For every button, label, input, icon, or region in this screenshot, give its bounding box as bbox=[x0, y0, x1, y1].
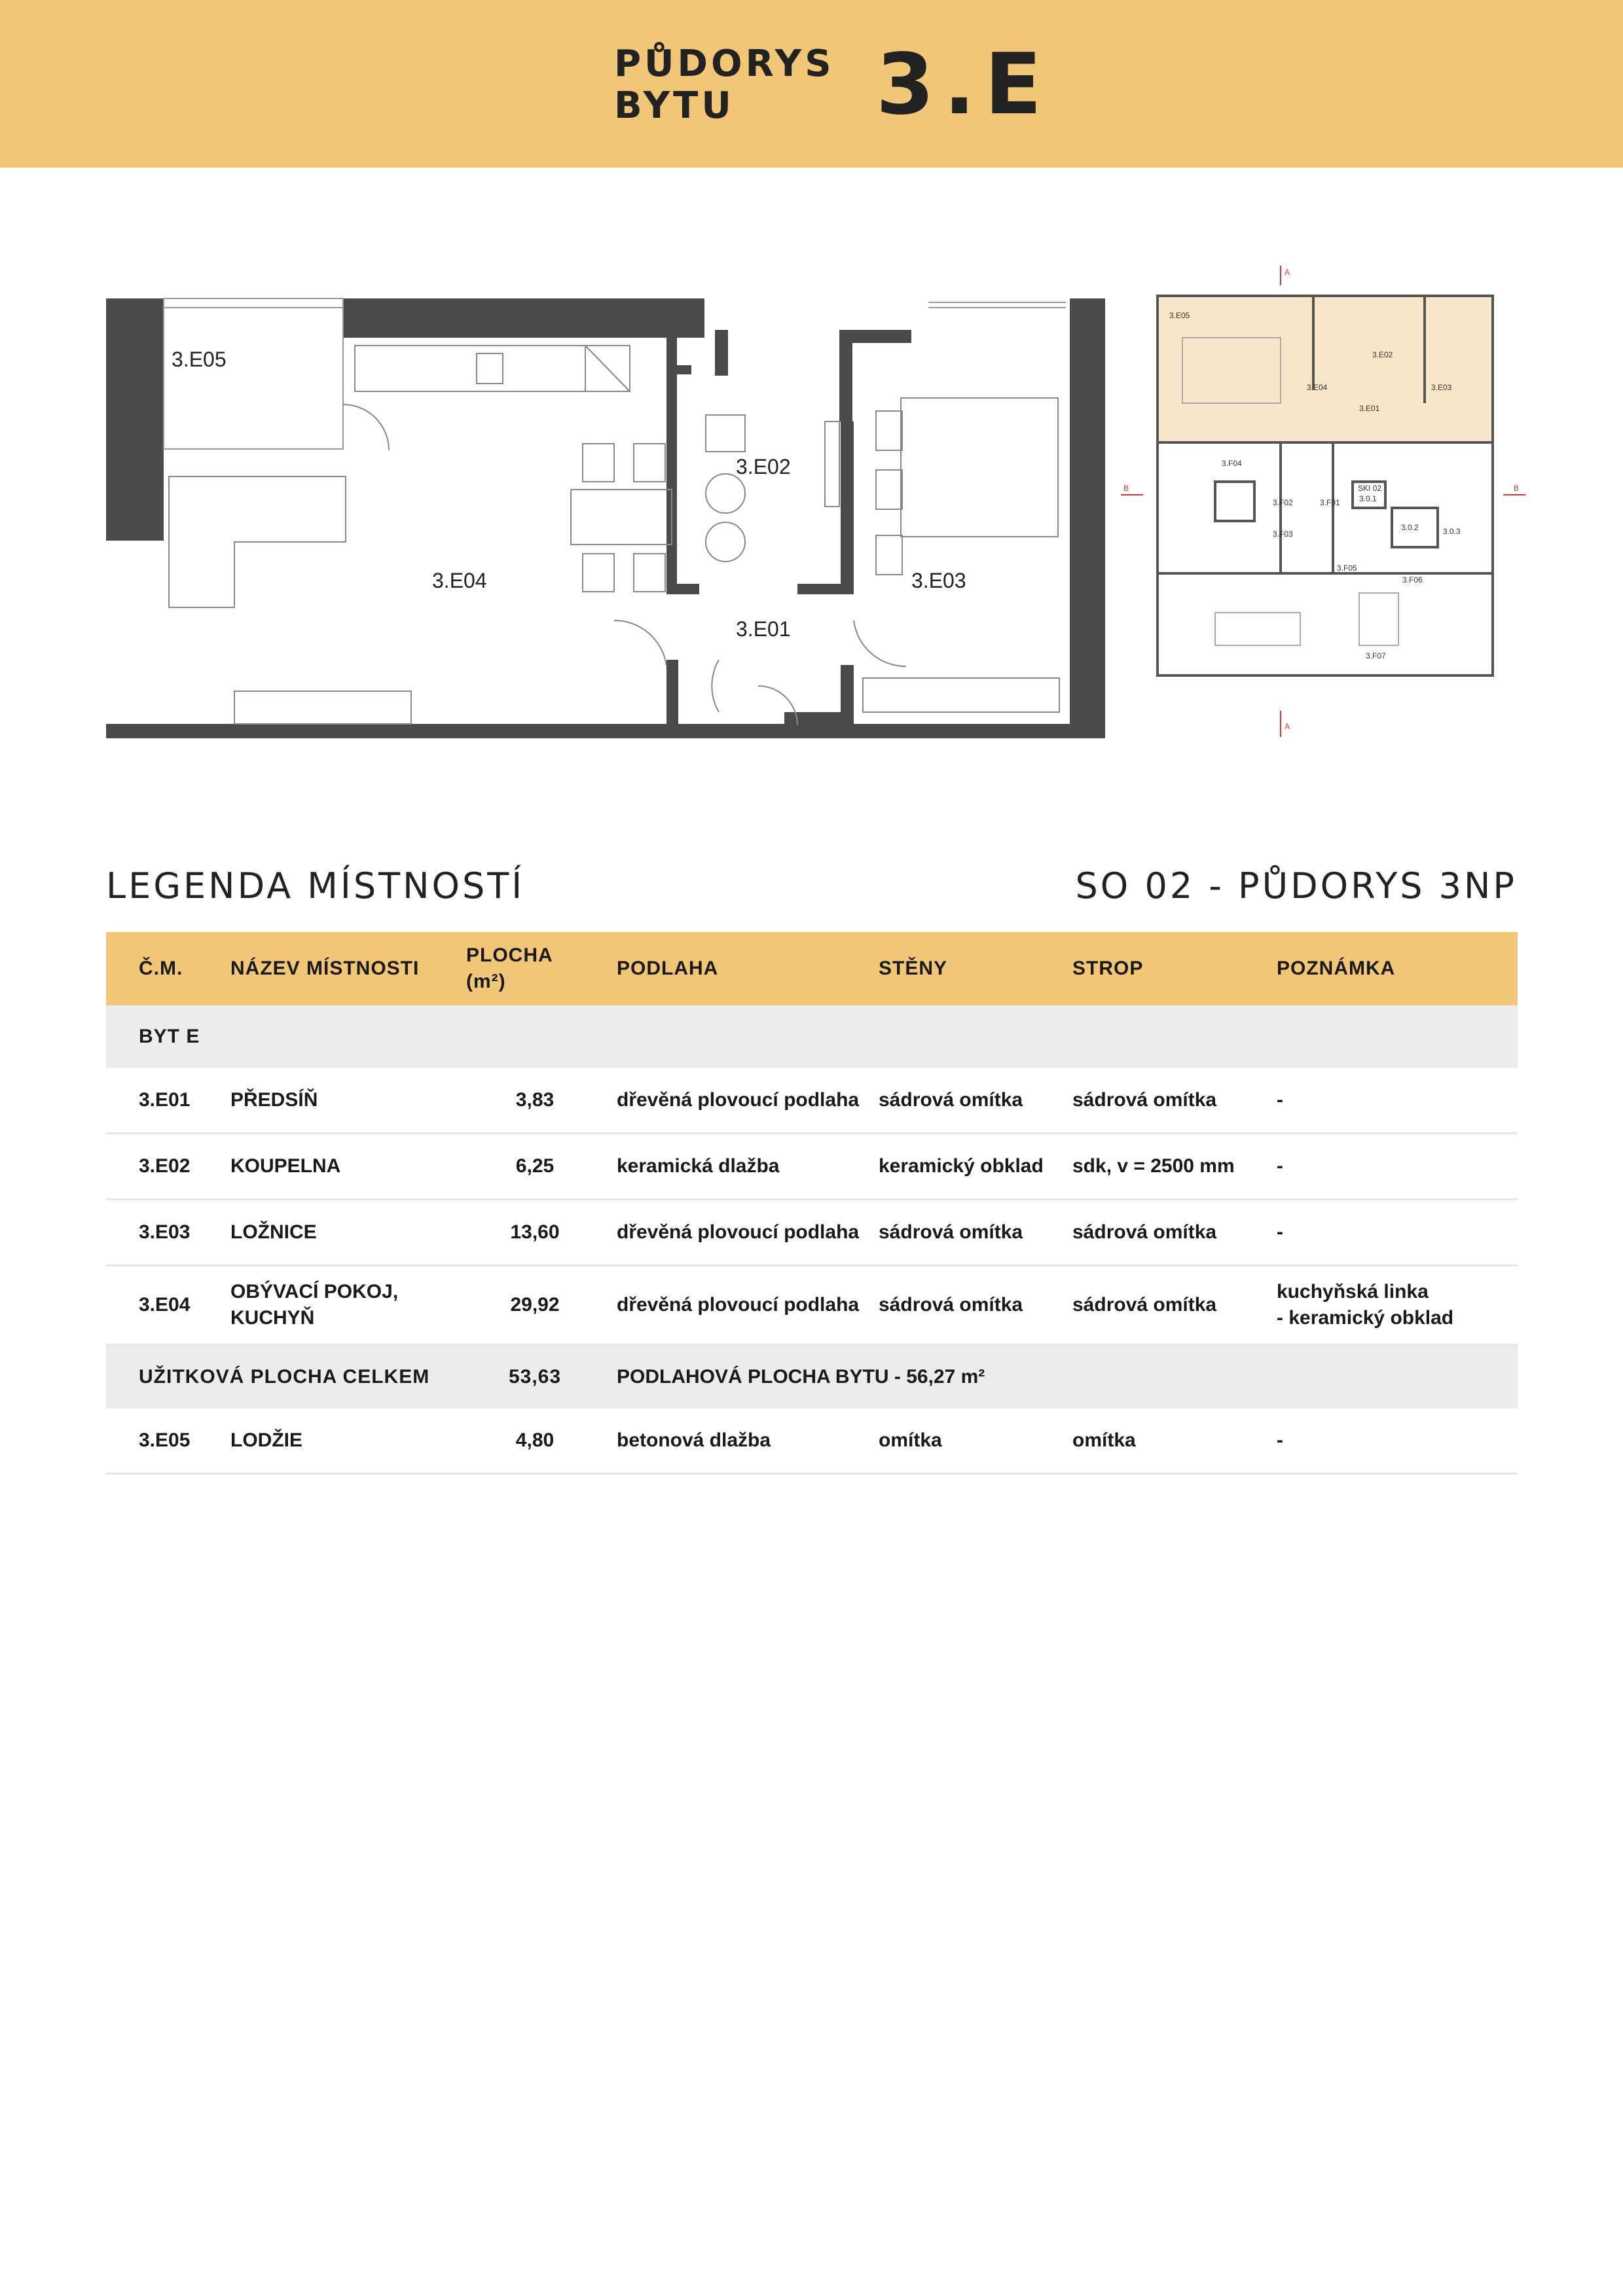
row-walls: omítka bbox=[879, 1408, 1072, 1474]
header-walls: STĚNY bbox=[879, 932, 1072, 1005]
header-floor: PODLAHA bbox=[604, 932, 879, 1005]
key-plan-section-a-top: A bbox=[1285, 268, 1290, 277]
key-plan-label-o1: 3.0.1 bbox=[1359, 494, 1377, 503]
row-note: - bbox=[1277, 1068, 1518, 1134]
row-area: 13,60 bbox=[466, 1200, 604, 1266]
row-name-line1: OBÝVACÍ POKOJ, bbox=[230, 1281, 399, 1302]
key-plan-section-b-left: B bbox=[1123, 484, 1129, 493]
table-row bbox=[106, 1266, 1518, 1345]
row-note: - bbox=[1277, 1134, 1518, 1200]
row-name: PŘEDSÍŇ bbox=[230, 1068, 466, 1134]
key-plan-label-o3: 3.0.3 bbox=[1443, 527, 1461, 536]
header-title-line2: BYTU bbox=[614, 84, 735, 127]
row-area: 3,83 bbox=[466, 1068, 604, 1134]
table-row bbox=[106, 1200, 1518, 1266]
row-cm: 3.E02 bbox=[106, 1134, 230, 1200]
row-floor: keramická dlažba bbox=[604, 1134, 879, 1200]
floor-title: SO 02 - PŮDORYS 3NP bbox=[1075, 865, 1517, 906]
total-area: 53,63 bbox=[466, 1345, 604, 1409]
key-plan-label-f06: 3.F06 bbox=[1402, 575, 1423, 584]
key-plan-label-e02: 3.E02 bbox=[1372, 350, 1393, 359]
row-cm: 3.E05 bbox=[106, 1408, 230, 1474]
header-title-line1: PŮDORYS bbox=[614, 43, 835, 85]
row-cm: 3.E01 bbox=[106, 1068, 230, 1134]
row-walls: keramický obklad bbox=[879, 1134, 1072, 1200]
key-plan-highlight bbox=[1158, 296, 1493, 442]
page-header bbox=[0, 0, 1623, 168]
row-ceiling: sdk, v = 2500 mm bbox=[1072, 1134, 1277, 1200]
row-floor: dřevěná plovoucí podlaha bbox=[604, 1068, 879, 1134]
plan-label-e02: 3.E02 bbox=[736, 455, 791, 478]
key-plan-label-f02: 3.F02 bbox=[1273, 498, 1293, 507]
plan-furniture bbox=[169, 346, 1059, 725]
key-plan-label-e03: 3.E03 bbox=[1431, 383, 1452, 392]
row-name: LOŽNICE bbox=[230, 1200, 466, 1266]
table-row bbox=[106, 1068, 1518, 1134]
plan-label-e03: 3.E03 bbox=[911, 569, 966, 592]
plan-walls bbox=[106, 298, 1105, 738]
row-name-line2: KUCHYŇ bbox=[230, 1307, 315, 1329]
row-name: KOUPELNA bbox=[230, 1134, 466, 1200]
total-note: PODLAHOVÁ PLOCHA BYTU - 56,27 m² bbox=[604, 1345, 1518, 1409]
key-plan-label-f01: 3.F01 bbox=[1320, 498, 1340, 507]
row-name bbox=[230, 1266, 466, 1345]
row-walls: sádrová omítka bbox=[879, 1068, 1072, 1134]
key-plan-label-e05: 3.E05 bbox=[1169, 311, 1190, 320]
key-plan-section-a-bottom: A bbox=[1285, 722, 1290, 731]
key-plan bbox=[1117, 259, 1529, 744]
row-note: - bbox=[1277, 1408, 1518, 1474]
row-cm: 3.E04 bbox=[106, 1266, 230, 1345]
plan-label-e04: 3.E04 bbox=[432, 569, 487, 592]
key-plan-label-sk: SKI 02 bbox=[1358, 484, 1382, 493]
row-name: LODŽIE bbox=[230, 1408, 466, 1474]
key-plan-label-e04: 3.E04 bbox=[1307, 383, 1328, 392]
row-ceiling: sádrová omítka bbox=[1072, 1266, 1277, 1345]
group-label: BYT E bbox=[106, 1005, 1518, 1068]
header-note: POZNÁMKA bbox=[1277, 932, 1518, 1005]
row-floor: dřevěná plovoucí podlaha bbox=[604, 1266, 879, 1345]
row-floor: dřevěná plovoucí podlaha bbox=[604, 1200, 879, 1266]
key-plan-label-e01: 3.E01 bbox=[1359, 404, 1380, 413]
row-note-line2: - keramický obklad bbox=[1277, 1307, 1454, 1329]
header-area-line2: (m²) bbox=[466, 971, 506, 992]
row-area: 6,25 bbox=[466, 1134, 604, 1200]
row-note-line1: kuchyňská linka bbox=[1277, 1281, 1429, 1302]
plan-label-e05: 3.E05 bbox=[172, 348, 227, 371]
row-note: - bbox=[1277, 1200, 1518, 1266]
header-area-line1: PLOCHA bbox=[466, 944, 553, 966]
header-area bbox=[466, 932, 604, 1005]
group-row bbox=[106, 1005, 1518, 1068]
key-plan-label-f07: 3.F07 bbox=[1366, 651, 1386, 660]
table-header-row bbox=[106, 932, 1518, 1005]
rooms-table bbox=[106, 932, 1518, 1475]
key-plan-section-b-right: B bbox=[1514, 484, 1520, 493]
row-area: 29,92 bbox=[466, 1266, 604, 1345]
total-row bbox=[106, 1345, 1518, 1409]
plan-label-e01: 3.E01 bbox=[736, 617, 791, 641]
total-label: UŽITKOVÁ PLOCHA CELKEM bbox=[106, 1345, 466, 1409]
key-plan-label-f05: 3.F05 bbox=[1337, 564, 1357, 573]
key-plan-label-f03: 3.F03 bbox=[1273, 529, 1293, 539]
table-row bbox=[106, 1408, 1518, 1474]
header-name: NÁZEV MÍSTNOSTI bbox=[230, 932, 466, 1005]
row-floor: betonová dlažba bbox=[604, 1408, 879, 1474]
row-note bbox=[1277, 1266, 1518, 1345]
floor-plan bbox=[103, 293, 1106, 738]
header-cm: Č.M. bbox=[106, 932, 230, 1005]
header-ceiling: STROP bbox=[1072, 932, 1277, 1005]
table-row bbox=[106, 1134, 1518, 1200]
legend-title: LEGENDA MÍSTNOSTÍ bbox=[106, 865, 525, 906]
unit-code: 3.E bbox=[876, 36, 1051, 134]
row-walls: sádrová omítka bbox=[879, 1266, 1072, 1345]
header-title bbox=[614, 43, 835, 127]
row-ceiling: sádrová omítka bbox=[1072, 1068, 1277, 1134]
key-plan-label-f04: 3.F04 bbox=[1222, 459, 1242, 468]
row-cm: 3.E03 bbox=[106, 1200, 230, 1266]
row-area: 4,80 bbox=[466, 1408, 604, 1474]
row-walls: sádrová omítka bbox=[879, 1200, 1072, 1266]
row-ceiling: sádrová omítka bbox=[1072, 1200, 1277, 1266]
row-ceiling: omítka bbox=[1072, 1408, 1277, 1474]
key-plan-label-o2: 3.0.2 bbox=[1401, 523, 1419, 532]
